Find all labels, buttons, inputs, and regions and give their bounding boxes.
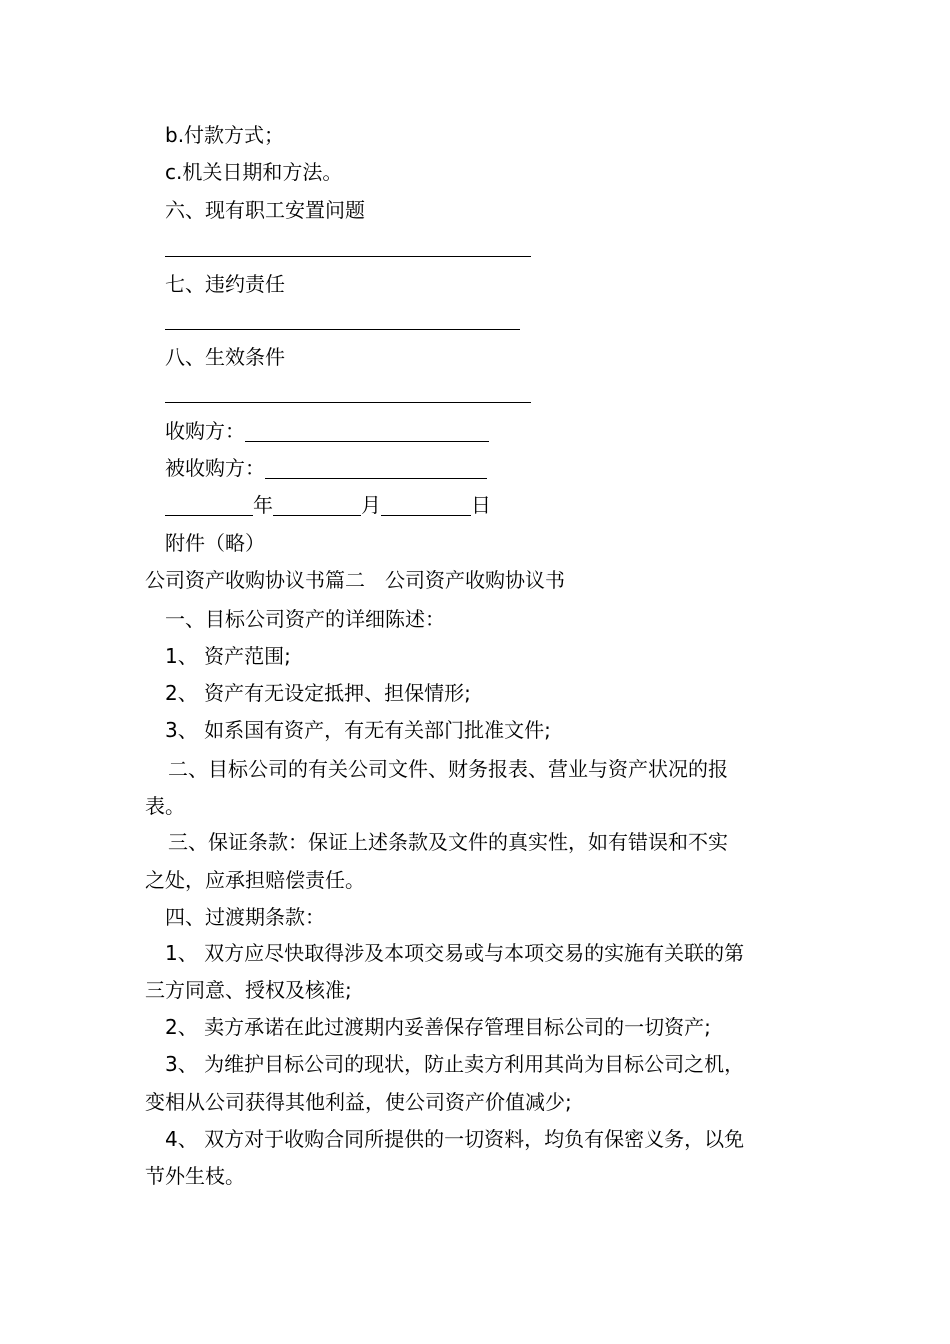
text-line: 节外生枝。: [145, 1164, 245, 1188]
section-heading: 六、现有职工安置问题: [165, 198, 365, 222]
list-item: 1、 双方应尽快取得涉及本项交易或与本项交易的实施有关联的第: [165, 941, 745, 965]
year-blank: [165, 493, 253, 516]
acquiree-label: 被收购方：: [165, 456, 265, 480]
text-line: c.机关日期和方法。: [165, 160, 343, 184]
list-item: 2、 卖方承诺在此过渡期内妥善保存管理目标公司的一切资产;: [165, 1015, 711, 1039]
text-line: b.付款方式；: [165, 123, 285, 147]
fill-in-blank-line: [165, 402, 531, 403]
list-item: 4、 双方对于收购合同所提供的一切资料，均负有保密义务，以免: [165, 1127, 745, 1151]
text-line: 四、过渡期条款：: [165, 905, 325, 929]
text-line: 二、目标公司的有关公司文件、财务报表、营业与资产状况的报: [168, 757, 728, 781]
list-item: 2、 资产有无设定抵押、担保情形;: [165, 681, 471, 705]
acquiree-blank: [265, 456, 487, 479]
fill-in-blank-line: [165, 256, 531, 257]
month-label: 月: [361, 493, 381, 517]
text-line: 三方同意、授权及核准;: [145, 978, 352, 1002]
list-item: 1、 资产范围;: [165, 644, 291, 668]
fill-in-blank-line: [165, 329, 520, 330]
section-heading: 八、生效条件: [165, 345, 285, 369]
acquirer-label: 收购方：: [165, 419, 245, 443]
date-line: [165, 491, 491, 519]
day-blank: [381, 493, 471, 516]
text-line: 之处，应承担赔偿责任。: [145, 868, 365, 892]
text-line: 附件（略）: [165, 531, 265, 555]
acquirer-blank: [245, 419, 489, 442]
list-item: 3、 如系国有资产，有无有关部门批准文件;: [165, 718, 551, 742]
year-label: 年: [253, 493, 273, 517]
text-line: 变相从公司获得其他利益，使公司资产价值减少;: [145, 1090, 572, 1114]
text-line: 三、保证条款：保证上述条款及文件的真实性，如有错误和不实: [168, 830, 728, 854]
month-blank: [273, 493, 361, 516]
document-title: 公司资产收购协议书篇二 公司资产收购协议书: [145, 568, 565, 592]
text-line: 表。: [145, 794, 185, 818]
acquirer-signature-line: [165, 417, 489, 445]
text-line: 一、目标公司资产的详细陈述：: [165, 607, 445, 631]
section-heading: 七、违约责任: [165, 272, 285, 296]
day-label: 日: [471, 493, 491, 517]
list-item: 3、 为维护目标公司的现状，防止卖方利用其尚为目标公司之机，: [165, 1052, 745, 1076]
acquiree-signature-line: [165, 454, 487, 482]
